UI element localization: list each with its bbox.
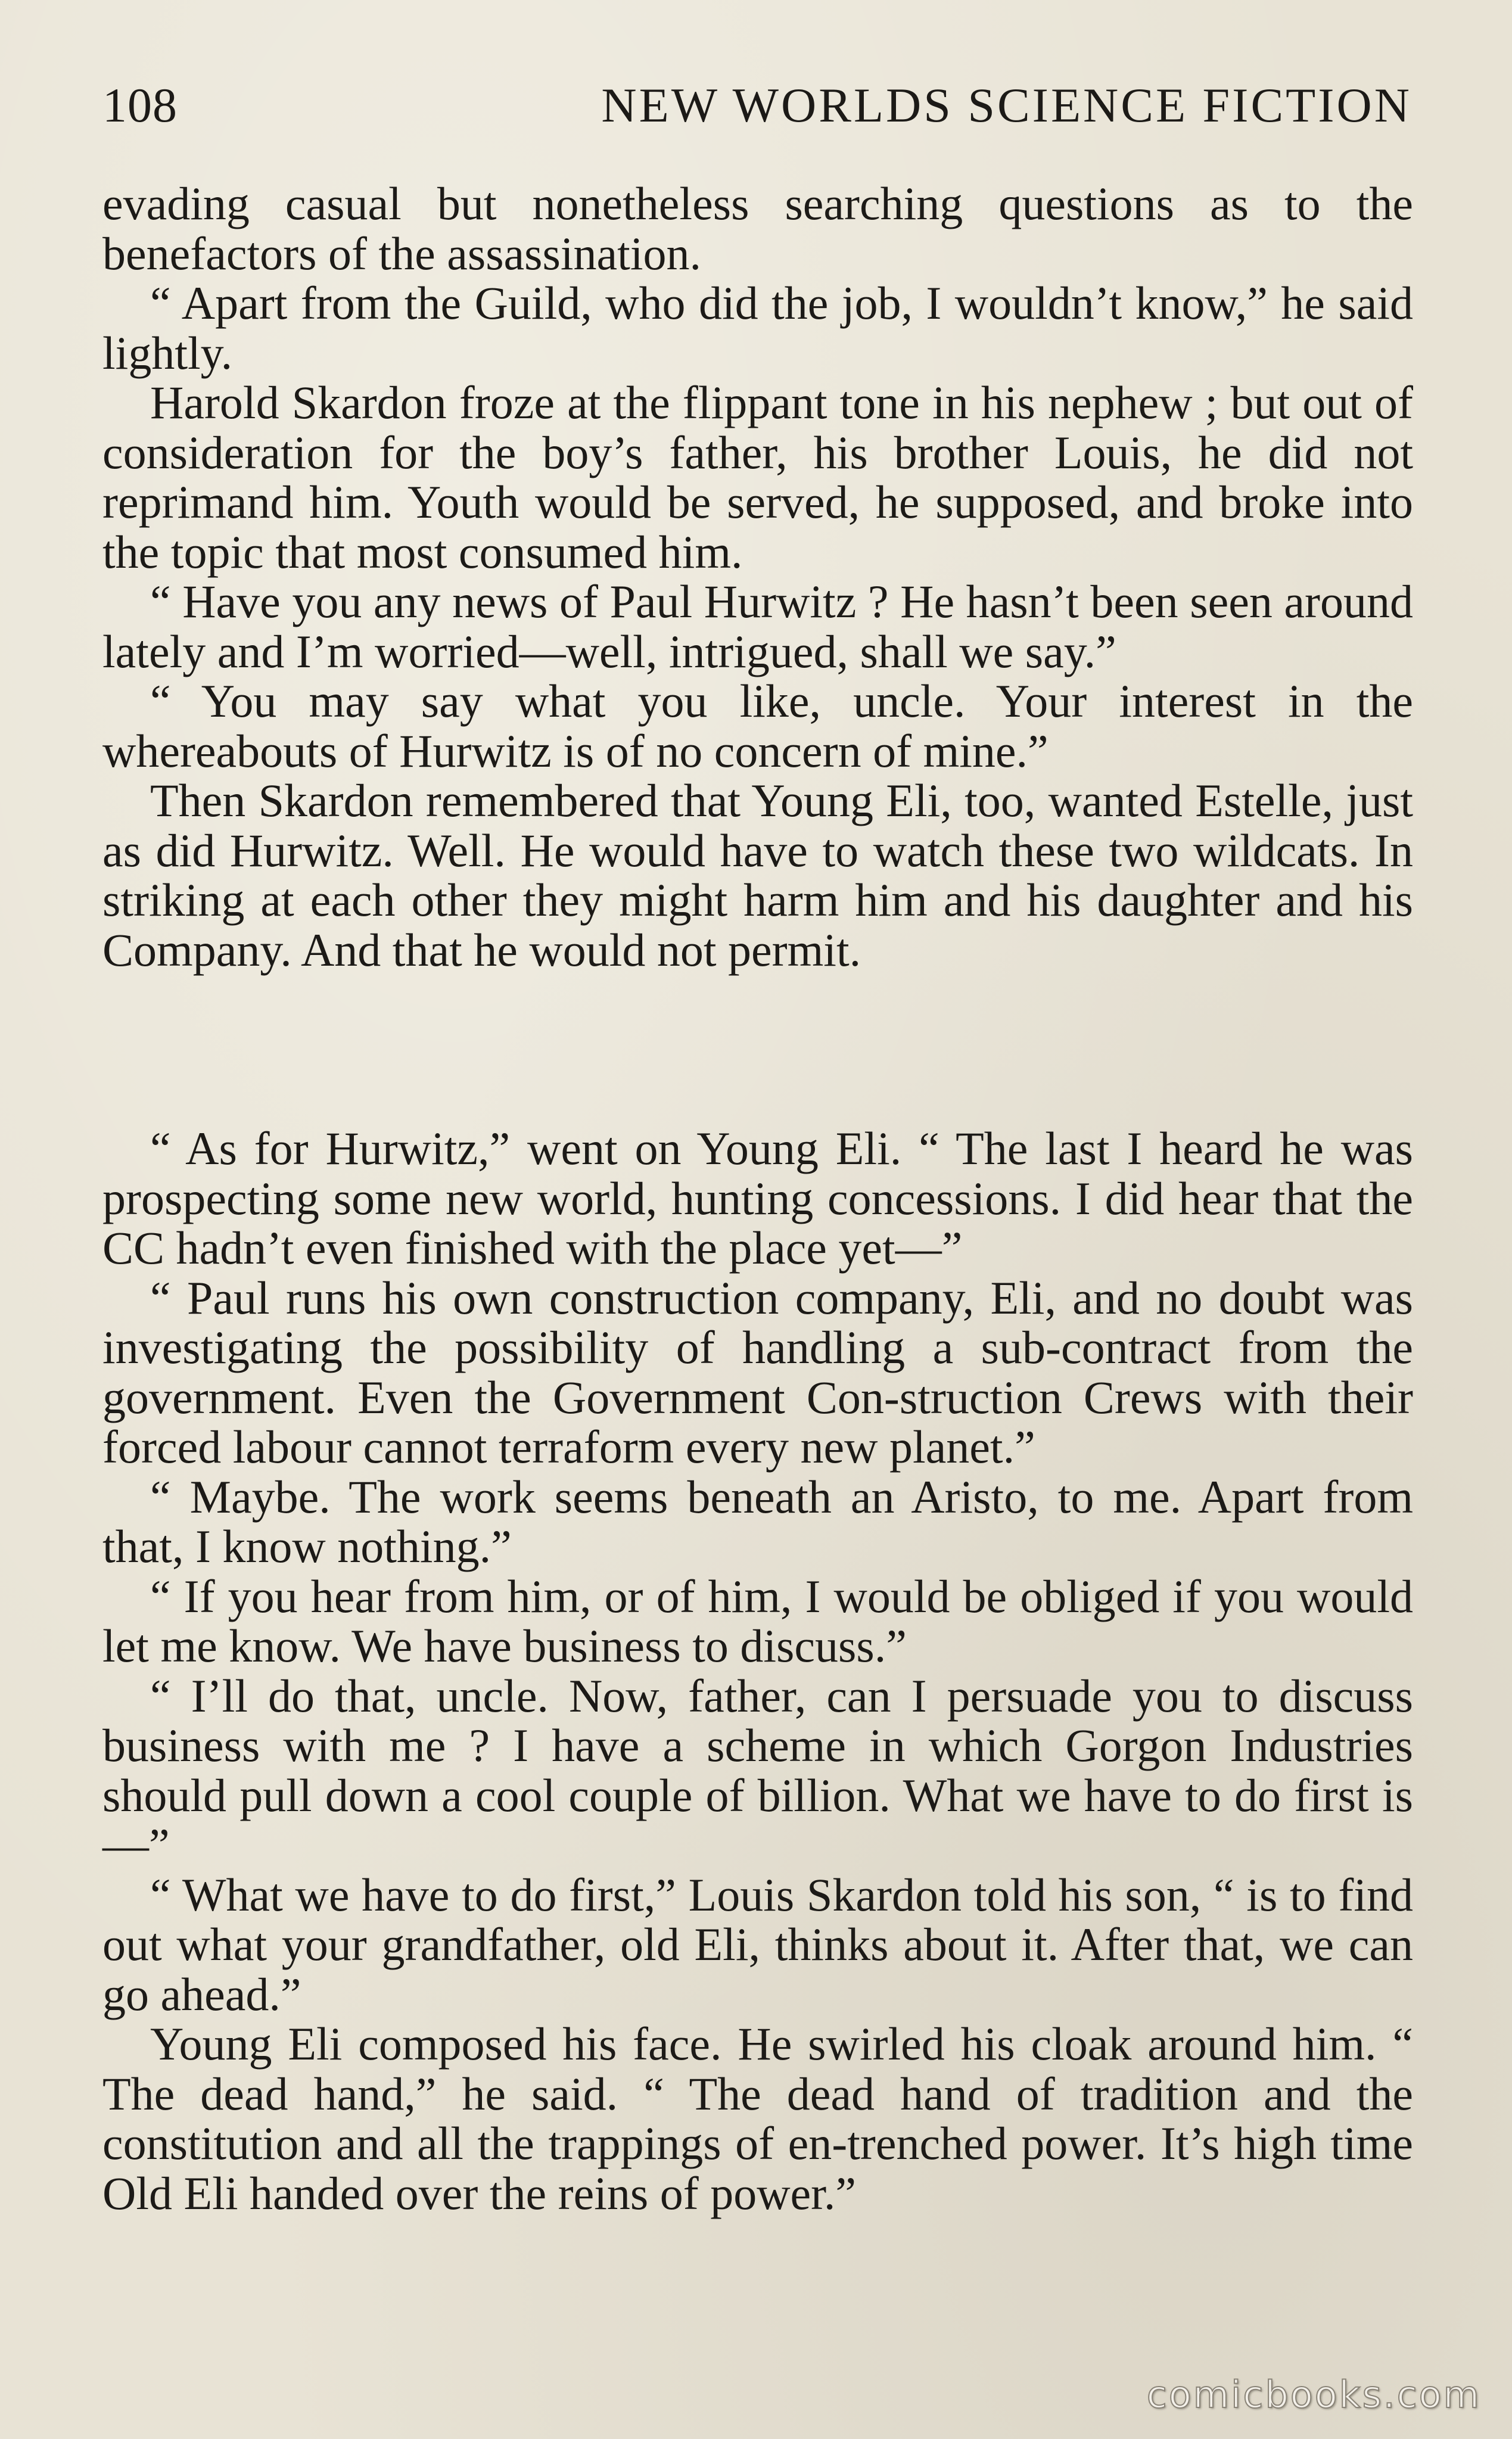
section-break [102,975,1413,1124]
paragraph: “ If you hear from him, or of him, I would be obliged if you would let me know. We have business to discuss.” [102,1570,1413,1672]
magazine-title: NEW WORLDS SCIENCE FICTION [601,78,1412,132]
paragraph: “ I’ll do that, uncle. Now, father, can I persuade you to discuss business with me ? I have a scheme in which Gorgon Industries should pull down a cool couple of billion. What we have to do first is—” [102,1669,1413,1871]
paragraph: “ Maybe. The work seems beneath an Aristo, to me. Apart from that, I know nothing.” [102,1470,1413,1572]
paragraph: “ Have you any news of Paul Hurwitz ? He hasn’t been seen around lately and I’m worried—well, intrigued, shall we say.” [102,575,1413,677]
paragraph: “ You may say what you like, uncle. Your interest in the whereabouts of Hurwitz is of no concern of mine.” [102,675,1413,777]
page-number: 108 [102,78,178,132]
watermark: comicbooks.com [1146,2373,1481,2416]
running-head [102,77,1412,143]
paragraph: Then Skardon remembered that Young Eli, too, wanted Estelle, just as did Hurwitz. Well. He would have to watch these two wildcats. In striking at each other they might harm him and his daughter and his Company. And that he would not permit. [102,774,1413,976]
body-text [102,179,1413,2218]
paragraph: Young Eli composed his face. He swirled his cloak around him. “ The dead hand,” he said. “ The dead hand of tradition and the constitution and all the trappings of en-trenched power. It’s high time Old Eli handed over the reins of power.” [102,2018,1413,2219]
paragraph: Harold Skardon froze at the flippant tone in his nephew ; but out of consideration for the boy’s father, his brother Louis, he did not reprimand him. Youth would be served, he supposed, and broke into the topic that most consumed him. [102,377,1413,578]
paragraph: “ Paul runs his own construction company, Eli, and no doubt was investigating the possibility of handling a sub-contract from the government. Even the Government Con-struction Crews with their forced labour cannot terraform every new planet.” [102,1271,1413,1473]
paragraph: “ Apart from the Guild, who did the job, I wouldn’t know,” he said lightly. [102,277,1413,379]
paragraph: “ What we have to do first,” Louis Skardon told his son, “ is to find out what your grandfather, old Eli, thinks about it. After that, we can go ahead.” [102,1868,1413,2020]
paragraph: evading casual but nonetheless searching questions as to the benefactors of the assassination. [102,178,1413,279]
paragraph: “ As for Hurwitz,” went on Young Eli. “ The last I heard he was prospecting some new world, hunting concessions. I did hear that the CC hadn’t even finished with the place yet—” [102,1122,1413,1274]
